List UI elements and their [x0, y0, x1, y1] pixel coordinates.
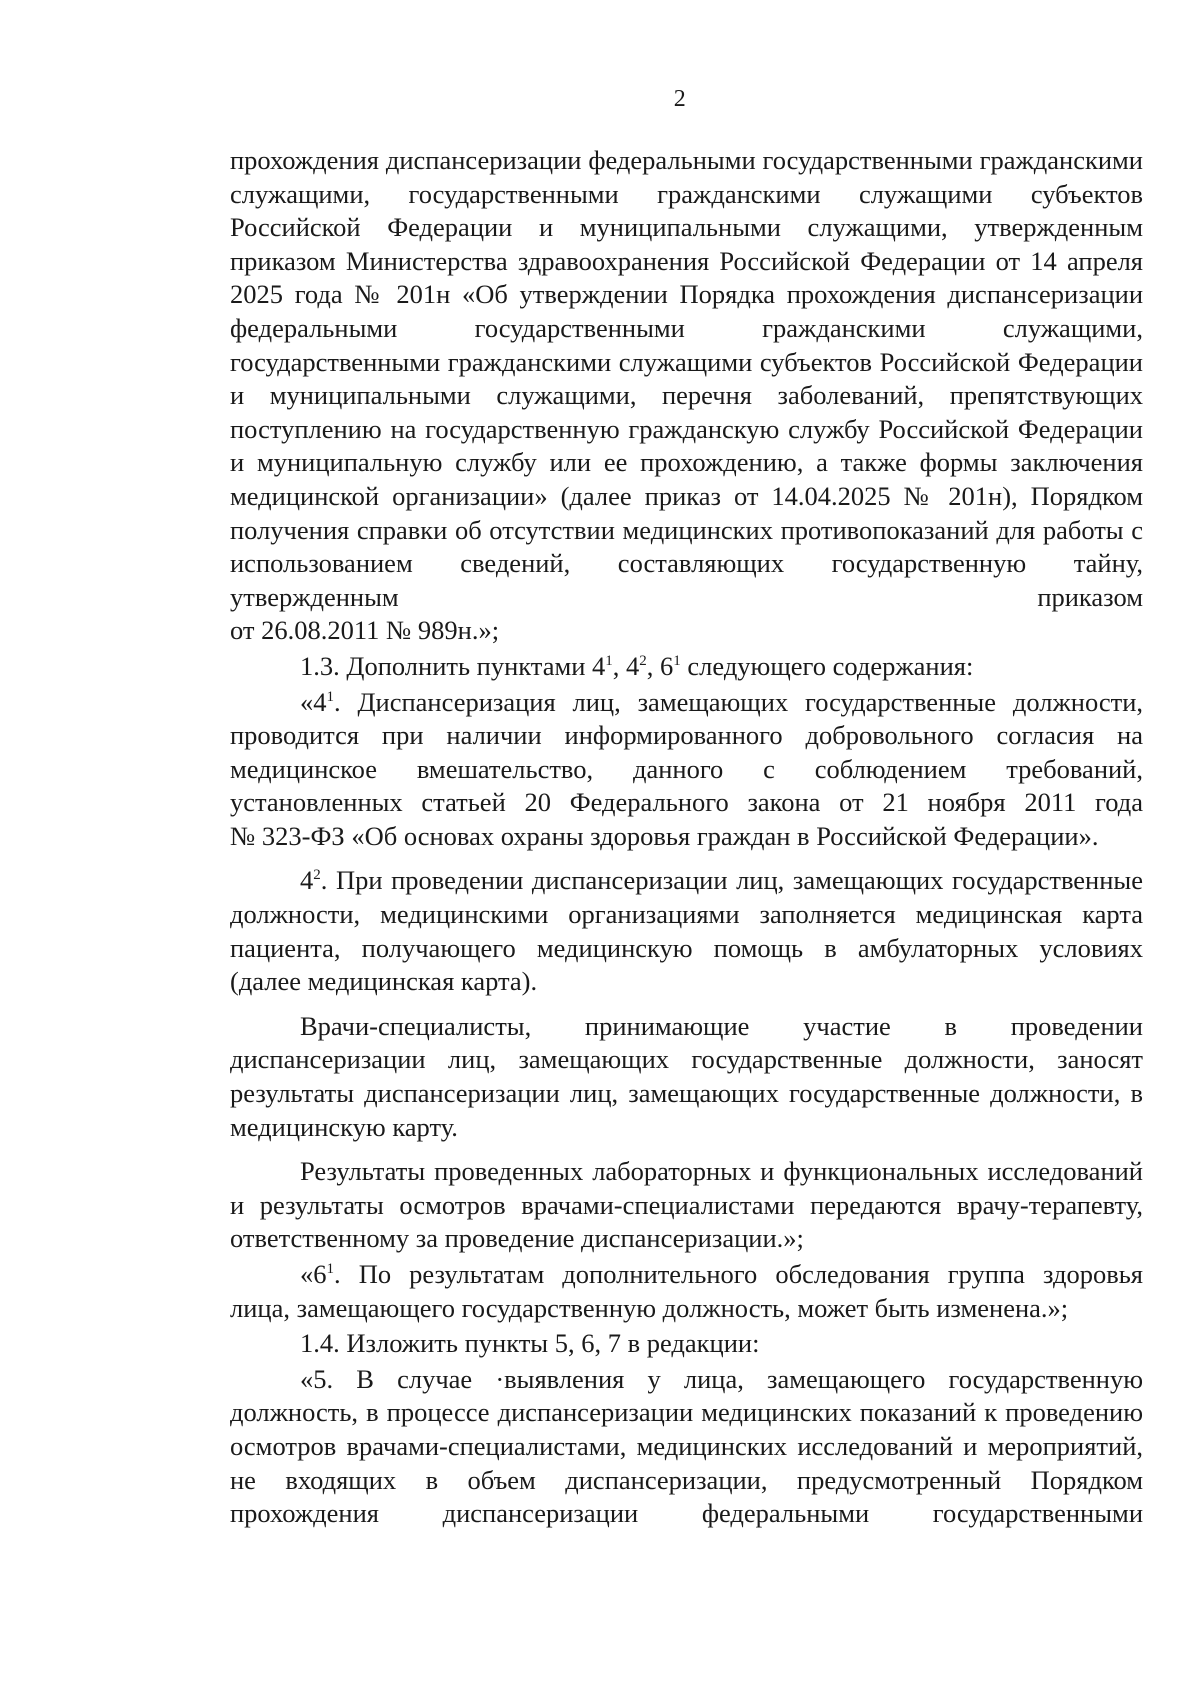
paragraph-text: . По результатам дополнительного обследования группа здоровья [334, 1259, 1143, 1289]
superscript: 2 [639, 653, 647, 670]
superscript: 1 [326, 688, 334, 705]
paragraph-text: Результаты проведенных лабораторных и функциональных исследований и результаты осмотров врачами-специалистами передаются врачу-терапевту, [230, 1156, 1143, 1220]
paragraph-last-line: от 26.08.2011 № 989н.»; [230, 615, 500, 646]
document-body [230, 144, 1143, 1531]
paragraph-last-line: медицинскую карту. [230, 1111, 458, 1142]
paragraph-item-1-3 [230, 650, 1143, 684]
paragraph-continuation [230, 144, 1143, 648]
paragraph-text: Врачи-специалисты, принимающие участие в проведении диспансеризации лиц, замещающих государственные должности, заносят результаты диспансеризации лиц, замещающих государственные должности, в [230, 1010, 1143, 1109]
paragraph-text: прохождения диспансеризации федеральными государственными гражданскими служащими, государственными гражданскими служащими субъектов Российской Федерации и муниципальными служащими, утвержденным приказом Министерства здравоохранения Российской Федерации от 14 апреля 2025 года № 201н «Об утверждении Порядка прохождения диспансеризации федеральными государственными гражданскими служащими, государственными гражданскими служащими субъектов Российской Федерации и муниципальными служащими, перечня заболеваний, препятствующих поступлению на государственную гражданскую службу Российской Федерации и муниципальную службу или ее прохождению, а также формы заключения медицинской организации» (далее приказ от 14.04.2025 № 201н), Порядком получения справки об отсутствии медицинских противопоказаний для работы с использованием сведений, составляющих государственную тайну, утвержденным приказом [230, 145, 1143, 612]
paragraph-last-line: лица, замещающего государственную должность, может быть изменена.»; [230, 1292, 1069, 1323]
paragraph-last-line: ответственному за проведение диспансеризации.»; [230, 1223, 804, 1254]
item-prefix: «6 [300, 1259, 327, 1289]
paragraph-item-5: «5. В случае ·выявления у лица, замещающего государственную должность, в процессе диспансеризации медицинских показаний к проведению осмотров врачами-специалистами, медицинских исследований и мероприятий, не входящих в объем диспансеризации, предусмотренный Порядком прохождения диспансеризации федеральными государственными [230, 1363, 1143, 1529]
item-text: , 6 [646, 650, 674, 681]
paragraph-item-1-4: 1.4. Изложить пункты 5, 6, 7 в редакции: [300, 1328, 760, 1359]
paragraph-text: . При проведении диспансеризации лиц, замещающих государственные должности, медицинскими организациями заполняется медицинская карта пациента, получающего медицинскую помощь в амбулаторных условиях [230, 865, 1143, 963]
item-text: следующего содержания: [680, 650, 974, 681]
paragraph-item-6-1 [230, 1258, 1143, 1325]
item-prefix: 4 [300, 865, 314, 896]
superscript: 1 [605, 653, 613, 670]
item-prefix: «4 [300, 686, 327, 717]
paragraph-last-line: (далее медицинская карта). [230, 966, 538, 997]
paragraph-last-line: № 323-ФЗ «Об основах охраны здоровья граждан в Российской Федерации». [230, 820, 1099, 851]
paragraph-results [230, 1155, 1143, 1256]
superscript: 1 [673, 653, 681, 670]
paragraph-specialists [230, 1010, 1143, 1144]
superscript: 1 [326, 1261, 334, 1278]
item-text: , 4 [612, 650, 640, 681]
superscript: 2 [313, 867, 321, 884]
paragraph-item-4-2 [230, 864, 1143, 998]
item-text: 1.3. Дополнить пунктами 4 [300, 650, 606, 681]
paragraph-item-4-1 [230, 686, 1143, 854]
paragraph-text: . Диспансеризация лиц, замещающих государственные должности, проводится при наличии информированного добровольного согласия на медицинское вмешательство, данного с соблюдением требований, установленных статьей 20 Федерального закона от 21 ноября 2011 года [230, 686, 1143, 818]
page-number: 2 [673, 86, 687, 112]
